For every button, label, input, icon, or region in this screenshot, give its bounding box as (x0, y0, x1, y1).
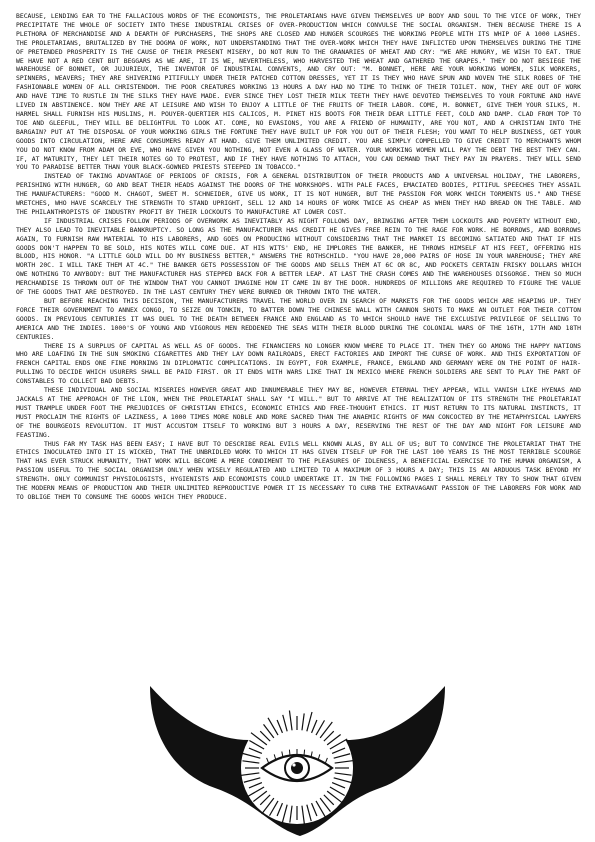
paragraph-2: INSTEAD OF TAKING ADVANTAGE OF PERIODS OF CRISIS, FOR A GENERAL DISTRIBUTION OF THEIR PRODUCTS AND A UNIVERSAL HOLIDAY, THE LABORERS, PERISHING WITH HUNGER, GO AND BEAT THEIR HEADS AGAINST THE DOORS OF THE WORKSHOPS. WITH PALE FACES, EMACIATED BODIES, PITIFUL SPEECHES THEY ASSAIL THE MANUFACTURERS: "GOOD M. CHAGOT, SWEET M. SCHNEIDER, GIVE US WORK, IT IS NOT HUNGER, BUT THE PASSION FOR WORK WHICH TORMENTS US." AND THESE WRETCHES, WHO HAVE SCARCELY THE STRENGTH TO STAND UPRIGHT, SELL 12 AND 14 HOURS OF WORK TWICE AS CHEAP AS WHEN THEY HAD BREAD ON THE TABLE. AND THE PHILANTHROPISTS OF INDUSTRY PROFIT BY THEIR LOCKOUTS TO MANUFACTURE AT LOWER COST. (16, 172, 581, 216)
paragraph-5: THERE IS A SURPLUS OF CAPITAL AS WELL AS OF GOODS. THE FINANCIERS NO LONGER KNOW WHERE TO PLACE IT. THEN THEY GO AMONG THE HAPPY NATIONS WHO ARE LOAFING IN THE SUN SMOKING CIGARETTES AND THEY LAY DOWN RAILROADS, ERECT FACTORIES AND IMPORT THE CURSE OF WORK. AND THIS EXPORTATION OF FRENCH CAPITAL ENDS ONE FINE MORNING IN DIPLOMATIC COMPLICATIONS. IN EGYPT, FOR EXAMPLE, FRANCE, ENGLAND AND GERMANY WERE ON THE POINT OF HAIR-PULLING TO DECIDE WHICH USURERS SHALL BE PAID FIRST. OR IT ENDS WITH WARS LIKE THAT IN MEXICO WHERE FRENCH SOLDIERS ARE SENT TO PLAY THE PART OF CONSTABLES TO COLLECT BAD DEBTS. (16, 341, 581, 386)
paragraph-7: THUS FAR MY TASK HAS BEEN EASY; I HAVE BUT TO DESCRIBE REAL EVILS WELL KNOWN ALAS, BY ALL OF US; BUT TO CONVINCE THE PROLETARIAT THAT THE ETHICS INOCULATED INTO IT IS WICKED, THAT THE UNBRIDLED WORK TO WHICH IT HAS GIVEN ITSELF UP FOR THE LAST 100 YEARS IS THE MOST TERRIBLE SCOURGE THAT HAS EVER STRUCK HUMANITY, THAT WORK WILL BECOME A MERE CONDIMENT TO THE PLEASURES OF IDLENESS, A BENEFICIAL EXERCISE TO THE HUMAN ORGANISM, A PASSION USEFUL TO THE SOCIAL ORGANISM ONLY WHEN WISELY REGULATED AND LIMITED TO A MAXIMUM OF 3 HOURS A DAY; THIS IS AN ARDUOUS TASK BEYOND MY STRENGTH. ONLY COMMUNIST PHYSIOLOGISTS, HYGIENISTS AND ECONOMISTS COULD UNDERTAKE IT. IN THE FOLLOWING PAGES I SHALL MERELY TRY TO SHOW THAT GIVEN THE MODERN MEANS OF PRODUCTION AND THEIR UNLIMITED REPRODUCTIVE POWER IT IS NECESSARY TO CURB THE EXTRAVAGANT PASSION OF THE LABORERS FOR WORK AND TO OBLIGE THEM TO CONSUME THE GOODS WHICH THEY PRODUCE. (16, 439, 581, 501)
lash (289, 750, 290, 756)
paragraph-6: THESE INDIVIDUAL AND SOCIAL MISERIES HOWEVER GREAT AND INNUMERABLE THEY MAY BE, HOWEVER ETERNAL THEY APPEAR, WILL VANISH LIKE HYENAS AND JACKALS AT THE APPROACH OF THE LION, WHEN THE PROLETARIAT SHALL SAY "I WILL." BUT TO ARRIVE AT THE REALIZATION OF ITS STRENGTH THE PROLETARIAT MUST TRAMPLE UNDER FOOT THE PREJUDICES OF CHRISTIAN ETHICS, ECONOMIC ETHICS AND FREE-THOUGHT ETHICS. IT MUST RETURN TO ITS NATURAL INSTINCTS, IT MUST PROCLAIM THE RIGHTS OF LAZINESS, A 1000 TIMES MORE NOBLE AND MORE SACRED THAN THE ANAEMIC RIGHTS OF MAN CONCOCTED BY THE METAPHYSICAL LAWYERS OF THE BOURGEOIS REVOLUTION. IT MUST ACCUSTOM ITSELF TO WORKING BUT 3 HOURS A DAY, RESERVING THE REST OF THE DAY AND NIGHT FOR LEISURE AND FEASTING. (16, 386, 581, 439)
body-text (16, 12, 581, 502)
pupil-highlight (292, 763, 295, 766)
lash (304, 750, 305, 756)
pupil (291, 762, 303, 774)
paragraph-1: BECAUSE, LENDING EAR TO THE FALLACIOUS WORDS OF THE ECONOMISTS, THE PROLETARIANS HAVE GIVEN THEMSELVES UP BODY AND SOUL TO THE VICE OF WORK, THEY PRECIPITATE THE WHOLE OF SOCIETY INTO THESE INDUSTRIAL CRISES OF OVER-PRODUCTION WHICH CONVULSE THE SOCIAL ORGANISM. THEN BECAUSE THERE IS A PLETHORA OF MERCHANDISE AND A DEARTH OF PURCHASERS, THE SHOPS ARE CLOSED AND HUNGER SCOURGES THE WORKING PEOPLE WITH ITS WHIP OF A 1000 LASHES. THE PROLETARIANS, BRUTALIZED BY THE DOGMA OF WORK, NOT UNDERSTANDING THAT THE OVER-WORK WHICH THEY HAVE INFLICTED UPON THEMSELVES DURING THE TIME OF PRETENDED PROSPERITY IS THE CAUSE OF THEIR PRESENT MISERY, DO NOT RUN TO THE GRANARIES OF WHEAT AND CRY: "WE ARE HUNGRY, WE WISH TO EAT. TRUE WE HAVE NOT A RED CENT BUT BEGGARS AS WE ARE, IT IS WE, NEVERTHELESS, WHO HARVESTED THE WHEAT AND GATHERED THE GRAPES." THEY DO NOT BESIEGE THE WAREHOUSE OF BONNET, OR JUJURIEUX, THE INVENTOR OF INDUSTRIAL CONVENTS, AND CRY OUT: "M. BONNET, HERE ARE YOUR WORKING WOMEN, SILK WORKERS, SPINNERS, WEAVERS; THEY ARE SHIVERING PITIFULLY UNDER THEIR PATCHED COTTON DRESSES, YET IT IS THEY WHO HAVE SPUN AND WOVEN THE SILK ROBES OF THE FASHIONABLE WOMEN OF ALL CHRISTENDOM. THE POOR CREATURES WORKING 13 HOURS A DAY HAD NO TIME TO THINK OF THEIR TOILET. NOW, THEY ARE OUT OF WORK AND HAVE TIME TO RUSTLE IN THE SILKS THEY HAVE MADE. EVER SINCE THEY LOST THEIR MILK TEETH THEY HAVE DEVOTED THEMSELVES TO YOUR FORTUNE AND HAVE LIVED IN ABSTINENCE. NOW THEY ARE AT LEISURE AND WISH TO ENJOY A LITTLE OF THE FRUITS OF THEIR LABOR. COME, M. BONNET, GIVE THEM YOUR SILKS, M. HARMEL SHALL FURNISH HIS MUSLINS, M. POUYER-QUERTIER HIS CALICOS, M. PINET HIS BOOTS FOR THEIR DEAR LITTLE FEET, COLD AND DAMP. CLAD FROM TOP TO TOE AND GLEEFUL, THEY WILL BE DELIGHTFUL TO LOOK AT. COME, NO EVASIONS, YOU ARE A FRIEND OF HUMANITY, ARE YOU NOT, AND A CHRISTIAN INTO THE BARGAIN? PUT AT THE DISPOSAL OF YOUR WORKING GIRLS THE FORTUNE THEY HAVE BUILT UP FOR YOU OUT OF THEIR FLESH; YOU WANT TO HELP BUSINESS, GET YOUR GOODS INTO CIRCULATION, HERE ARE CONSUMERS READY AT HAND. GIVE THEM UNLIMITED CREDIT. YOU ARE SIMPLY COMPELLED TO GIVE CREDIT TO MERCHANTS WHOM YOU DO NOT KNOW FROM ADAM OR EVE, WHO HAVE GIVEN YOU NOTHING, NOT EVEN A GLASS OF WATER. YOUR WORKING WOMEN WILL PAY THE DEBT THE BEST THEY CAN. IF, AT MATURITY, THEY LET THEIR NOTES GO TO PROTEST, AND IF THEY HAVE NOTHING TO ATTACH, YOU CAN DEMAND THAT THEY PAY IN PRAYERS. THEY WILL SEND YOU TO PARADISE BETTER THAN YOUR BLACK-GOWNED PRIESTS STEEPED IN TOBACCO." (16, 12, 581, 172)
all-seeing-eye-icon (0, 676, 595, 842)
paragraph-4: BUT BEFORE REACHING THIS DECISION, THE MANUFACTURERS TRAVEL THE WORLD OVER IN SEARCH OF MARKETS FOR THE GOODS WHICH ARE HEAPING UP. THEY FORCE THEIR GOVERNMENT TO ANNEX CONGO, TO SEIZE ON TONKIN, TO BATTER DOWN THE CHINESE WALL WITH CANNON SHOTS TO MAKE AN OUTLET FOR THEIR COTTON GOODS. IN PREVIOUS CENTURIES IT WAS DUEL TO THE DEATH BETWEEN FRANCE AND ENGLAND AS TO WHICH SHOULD HAVE THE EXCLUSIVE PRIVILEGE OF SELLING TO AMERICA AND THE INDIES. 1000'S OF YOUNG AND VIGOROUS MEN REDDENED THE SEAS WITH THEIR BLOOD DURING THE COLONIAL WARS OF THE 16TH, 17TH AND 18TH CENTURIES. (16, 297, 581, 341)
paragraph-3: IF INDUSTRIAL CRISES FOLLOW PERIODS OF OVERWORK AS INEVITABLY AS NIGHT FOLLOWS DAY, BRINGING AFTER THEM LOCKOUTS AND POVERTY WITHOUT END, THEY ALSO LEAD TO INEVITABLE BANKRUPTCY. SO LONG AS THE MANUFACTURER HAS CREDIT HE GIVES FREE REIN TO THE RAGE FOR WORK. HE BORROWS, AND BORROWS AGAIN, TO FURNISH RAW MATERIAL TO HIS LABORERS, AND GOES ON PRODUCING WITHOUT CONSIDERING THAT THE MARKET IS BECOMING SATIATED AND THAT IF HIS GOODS DON'T HAPPEN TO BE SOLD, HIS NOTES WILL COME DUE. AT HIS WITS' END, HE IMPLORES THE BANKER, HE THROWS HIMSELF AT HIS FEET, OFFERING HIS BLOOD, HIS HONOR. "A LITTLE GOLD WILL DO MY BUSINESS BETTER," ANSWERS THE ROTHSCHILD. "YOU HAVE 20,000 PAIRS OF HOSE IN YOUR WAREHOUSE; THEY ARE WORTH 20C. I WILL TAKE THEM AT 4C." THE BANKER GETS POSSESSION OF THE GOODS AND SELLS THEM AT 6C OR 8C, AND POCKETS CERTAIN FRISKY DOLLARS WHICH OWE NOTHING TO ANYBODY: BUT THE MANUFACTURER HAS STEPPED BACK FOR A BETTER LEAP. AT LAST THE CRASH COMES AND THE WAREHOUSES DISGORGE. THEN SO MUCH MERCHANDISE IS THROWN OUT OF THE WINDOW THAT YOU CANNOT IMAGINE HOW IT CAME IN BY THE DOOR. HUNDREDS OF MILLIONS ARE REQUIRED TO FIGURE THE VALUE OF THE GOODS THAT ARE DESTROYED. IN THE LAST CENTURY THEY WERE BURNED OR THROWN INTO THE WATER. (16, 216, 581, 297)
